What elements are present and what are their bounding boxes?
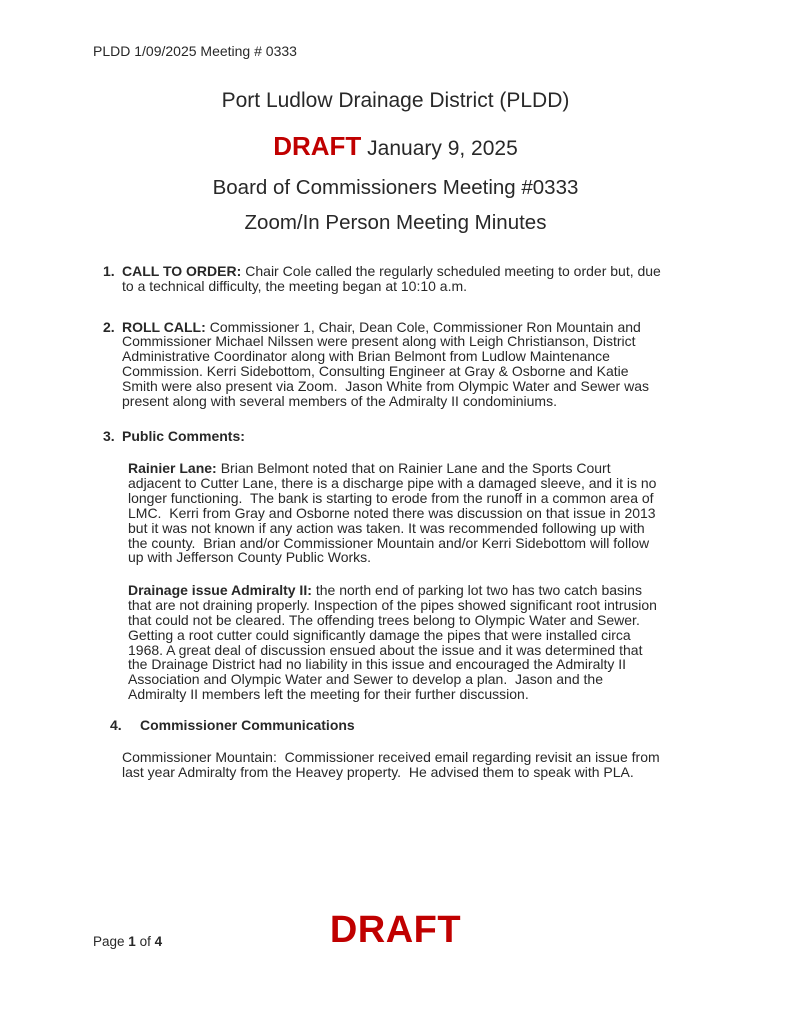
of-label: of <box>139 934 151 949</box>
draft-date: January 9, 2025 <box>367 137 518 160</box>
subparagraph-text: Brian Belmont noted that on Rainier Lane and the Sports Court adjacent to Cutter Lane, there is a discharge pipe with a damaged sleeve, and it is no longer functioning. The bank is starting to erode from the runoff in a common area of LMC. Kerri from Gray and Osborne noted there was discussion on that issue in 2013 but it was not known if any action was taken. It was recommended following up with the county. Brian and/or Commissioner Mountain and/or Kerri Sidebottom will follow up with Jefferson County Public Works. <box>128 460 661 566</box>
section-call-to-order <box>103 264 731 294</box>
subparagraph-label: Drainage issue Admiralty II: <box>128 582 312 599</box>
section-number: 2. <box>103 318 115 335</box>
subparagraph-label: Rainier Lane: <box>128 460 217 477</box>
section-number: 1. <box>103 263 115 279</box>
draft-badge: DRAFT <box>273 131 362 161</box>
section-heading: CALL TO ORDER: <box>122 263 242 279</box>
page-number: 1 <box>128 934 136 949</box>
page-label: Page <box>93 934 125 949</box>
section-number: 4. <box>110 716 122 733</box>
meeting-subtitle: Board of Commissioners Meeting #0333 <box>212 176 579 199</box>
section-body: Commissioner 1, Chair, Dean Cole, Commissioner Ron Mountain and Commissioner Michael Nilssen were present along with Leigh Christianson, District Administrative Coordinator along with Brian Belmont from Ludlow Maintenance Commission. Kerri Sidebottom, Consulting Engineer at Gray & Osborne and Katie Smith were also present via Zoom. Jason White from Olympic Water and Sewer was present along with several members of the Admiralty II condominiums. <box>122 318 653 409</box>
footer-draft-watermark: DRAFT <box>329 909 462 951</box>
title-block <box>0 89 791 234</box>
subparagraph-text: the north end of parking lot two has two catch basins that are not draining properly. Inspection of the pipes showed significant root intrusion that could not be cleared. The offending trees belong to Olympic Water and Sewer. Getting a root cutter could significantly damage the pipes that were installed circa 1968. A great deal of discussion ensued about the issue and it was determined that the Drainage District had no liability in this issue and encouraged the Admiralty II Association and Olympic Water and Sewer to develop a plan. Jason and the Admiralty II members left the meeting for their further discussion. <box>128 582 661 703</box>
subparagraph-rainier-lane <box>128 461 661 565</box>
doc-header: PLDD 1/09/2025 Meeting # 0333 <box>93 43 297 59</box>
section-heading: Public Comments: <box>122 427 245 444</box>
minutes-subtitle: Zoom/In Person Meeting Minutes <box>244 211 547 234</box>
section-heading: Commissioner Communications <box>140 716 355 733</box>
section-commissioner-communications <box>103 718 731 733</box>
page-title: Port Ludlow Drainage District (PLDD) <box>221 89 570 112</box>
closing-paragraph: Commissioner Mountain: Commissioner received email regarding revisit an issue from last year Admiralty from the Heavey property. He advised them to speak with PLA. <box>122 748 664 780</box>
section-number: 3. <box>103 427 115 444</box>
section-public-comments <box>103 429 731 444</box>
section-body: Chair Cole called the regularly scheduled meeting to order but, due to a technical difficulty, the meeting began at 10:10 a.m. <box>122 263 665 294</box>
section-roll-call <box>103 320 731 409</box>
total-pages: 4 <box>154 934 163 949</box>
subparagraph-drainage-admiralty <box>128 583 661 702</box>
document-body <box>103 264 731 779</box>
section-heading: ROLL CALL: <box>122 318 206 335</box>
draft-line <box>0 131 791 164</box>
